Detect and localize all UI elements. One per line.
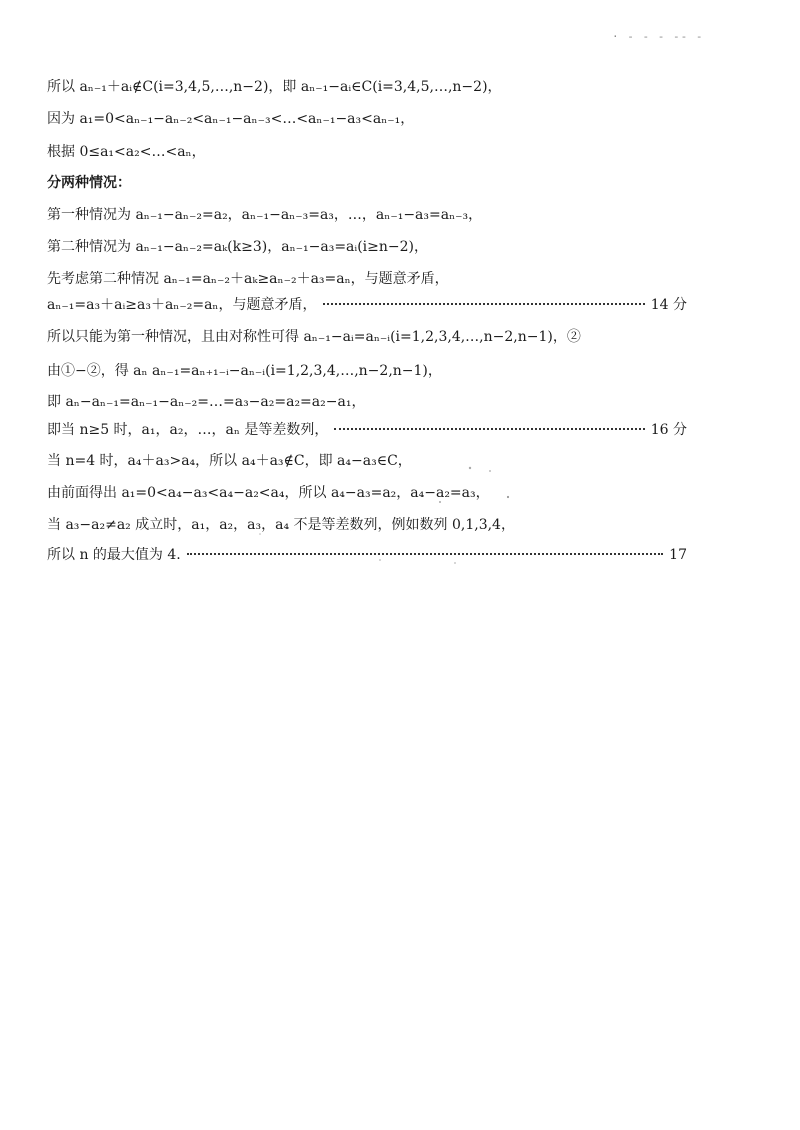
solution-line: 由前面得出 a₁=0<a₄−a₃<a₄−a₂<a₄，所以 a₄−a₃=a₂，a₄−a₂=a₃，	[47, 485, 490, 501]
solution-line: 所以 aₙ₋₁＋aᵢ∉C(i=3,4,5,…,n−2)，即 aₙ₋₁−aᵢ∈C(i=3,4,5,…,n−2)，	[47, 79, 502, 95]
solution-line: 当 n=4 时，a₄＋a₃>a₄，所以 a₄＋a₃∉C，即 a₄−a₃∈C，	[47, 453, 412, 469]
case-heading: 分两种情况：	[47, 175, 131, 191]
score-mark: 16 分	[650, 422, 687, 438]
solution-line: 根据 0≤a₁<a₂<…<aₙ，	[47, 144, 206, 160]
score-line-14	[47, 296, 687, 314]
score-line-text: 即当 n≥5 时，a₁，a₂，…，aₙ 是等差数列，	[47, 422, 329, 438]
dotted-leader	[334, 428, 644, 430]
solution-line: 当 a₃−a₂≠a₂ 成立时，a₁，a₂，a₃，a₄ 不是等差数列，例如数列 0,1,3,4，	[47, 517, 515, 533]
dotted-leader	[187, 553, 663, 555]
header-smudge: · - - - -- -	[612, 30, 704, 43]
solution-line: 先考虑第二种情况 aₙ₋₁=aₙ₋₂＋aₖ≥aₙ₋₂＋a₃=aₙ，与题意矛盾，	[47, 271, 449, 287]
solution-line: 第二种情况为 aₙ₋₁−aₙ₋₂=aₖ(k≥3)，aₙ₋₁−a₃=aᵢ(i≥n−2)，	[47, 239, 428, 255]
score-line-17	[47, 546, 687, 564]
solution-line: 因为 a₁=0<aₙ₋₁−aₙ₋₂<aₙ₋₁−aₙ₋₃<…<aₙ₋₁−a₃<aₙ₋₁，	[47, 111, 415, 127]
score-mark: 17	[669, 547, 687, 563]
score-mark: 14 分	[650, 297, 687, 313]
score-line-text: aₙ₋₁=a₃＋aᵢ≥a₃＋aₙ₋₂=aₙ，与题意矛盾，	[47, 297, 317, 313]
solution-line: 第一种情况为 aₙ₋₁−aₙ₋₂=a₂，aₙ₋₁−aₙ₋₃=a₃，…，aₙ₋₁−a₃=aₙ₋₃，	[47, 207, 483, 223]
dotted-leader	[323, 303, 645, 305]
solution-line: 即 aₙ−aₙ₋₁=aₙ₋₁−aₙ₋₂=…=a₃−a₂=a₂=a₂−a₁，	[47, 394, 366, 410]
score-line-16	[47, 421, 687, 439]
solution-line: 由①−②，得 aₙ aₙ₋₁=aₙ₊₁₋ᵢ−aₙ₋ᵢ(i=1,2,3,4,…,n−2,n−1)，	[47, 363, 442, 379]
score-line-text: 所以 n 的最大值为 4.	[47, 547, 181, 563]
solution-line: 所以只能为第一种情况，且由对称性可得 aₙ₋₁−aᵢ=aₙ₋ᵢ(i=1,2,3,4,…,n−2,n−1)，②	[47, 329, 581, 345]
